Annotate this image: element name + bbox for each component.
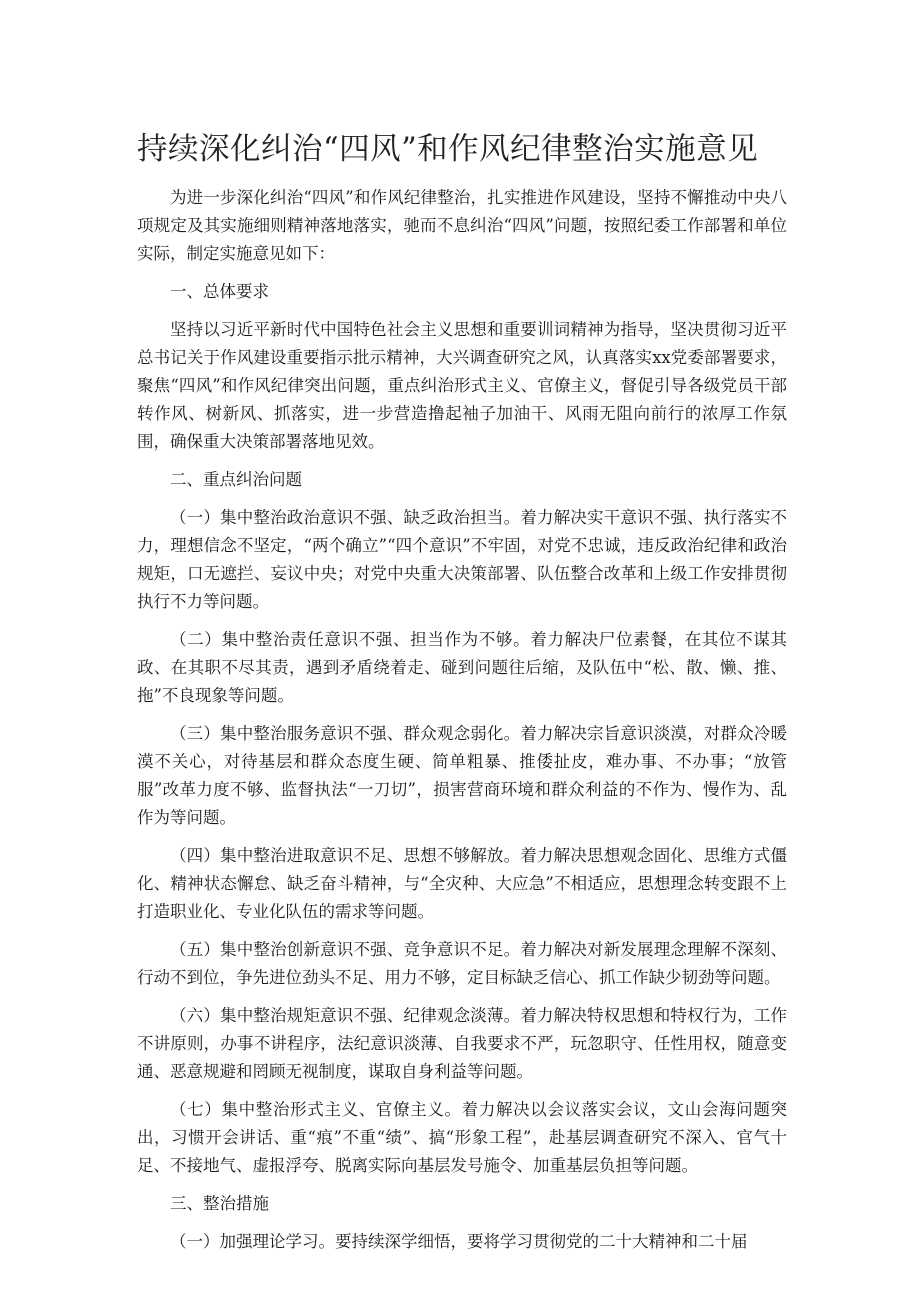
document-page [137,128,787,1266]
measures-item-first: （一）加强理论学习。要持续深学细悟，要将学习贯彻党的二十大精神和二十届 [170,1232,748,1251]
key-issue-item: （七）集中整治形式主义、官僚主义。着力解决以会议落实会议，文山会海问题突出，习惯开会讲话、重“痕”不重“绩”、搞“形象工程”，赴基层调查研究不深入、官气十足、不接地气、虚报浮夸、脱离实际向基层发号施令、加重基层负担等问题。 [137,1100,787,1175]
key-issue-item: （二）集中整治责任意识不强、担当作为不够。着力解决尸位素餐，在其位不谋其政、在其职不尽其责，遇到矛盾绕着走、碰到问题往后缩，及队伍中“松、散、懒、推、拖”不良现象等问题。 [137,630,787,705]
key-issues-list [137,504,787,1180]
section-heading-measures: 三、整治措施 [170,1194,269,1213]
section-heading-general-requirements: 一、总体要求 [170,282,269,301]
key-issue-item: （六）集中整治规矩意识不强、纪律观念淡薄。着力解决特权思想和特权行为，工作不讲原则，办事不讲程序，法纪意识淡薄、自我要求不严，玩忽职守、任性用权，随意变通、恶意规避和罔顾无视制度，谋取自身利益等问题。 [137,1006,787,1081]
key-issue-item: （一）集中整治政治意识不强、缺乏政治担当。着力解决实干意识不强、执行落实不力，理想信念不坚定，“两个确立”“四个意识”不牢固，对党不忠诚，违反政治纪律和政治规矩，口无遮拦、妄议中央；对党中央重大决策部署、队伍整合改革和上级工作安排贯彻执行不力等问题。 [137,508,787,611]
document-title: 持续深化纠治“四风”和作风纪律整治实施意见 [137,132,759,167]
key-issue-item: （五）集中整治创新意识不强、竞争意识不足。着力解决对新发展理念理解不深刻、行动不到位，争先进位劲头不足、用力不够，定目标缺乏信心、抓工作缺少韧劲等问题。 [137,940,787,987]
key-issue-item: （四）集中整治进取意识不足、思想不够解放。着力解决思想观念固化、思维方式僵化、精神状态懈怠、缺乏奋斗精神，与“全灾种、大应急”不相适应，思想理念转变跟不上打造职业化、专业化队伍的需求等问题。 [137,846,787,921]
key-issue-item: （三）集中整治服务意识不强、群众观念弱化。着力解决宗旨意识淡漠，对群众冷暖漠不关心，对待基层和群众态度生硬、简单粗暴、推倭扯皮，难办事、不办事；“放管服”改革力度不够、监督执法“一刀切”，损害营商环境和群众利益的不作为、慢作为、乱作为等问题。 [137,724,787,827]
section-heading-key-issues: 二、重点纠治问题 [170,470,302,489]
general-requirements-paragraph: 坚持以习近平新时代中国特色社会主义思想和重要训词精神为指导，坚决贯彻习近平总书记关于作风建设重要指示批示精神，大兴调查研究之风，认真落实xx党委部署要求，聚焦“四风”和作风纪律突出问题，重点纠治形式主义、官僚主义，督促引导各级党员干部转作风、树新风、抓落实，进一步营造撸起袖子加油干、风雨无阻向前行的浓厚工作氛围，确保重大决策部署落地见效。 [137,320,787,451]
intro-paragraph: 为进一步深化纠治“四风”和作风纪律整治，扎实推进作风建设，坚持不懈推动中央八项规定及其实施细则精神落地落实，驰而不息纠治“四风”问题，按照纪委工作部署和单位实际，制定实施意见如下： [137,188,787,263]
